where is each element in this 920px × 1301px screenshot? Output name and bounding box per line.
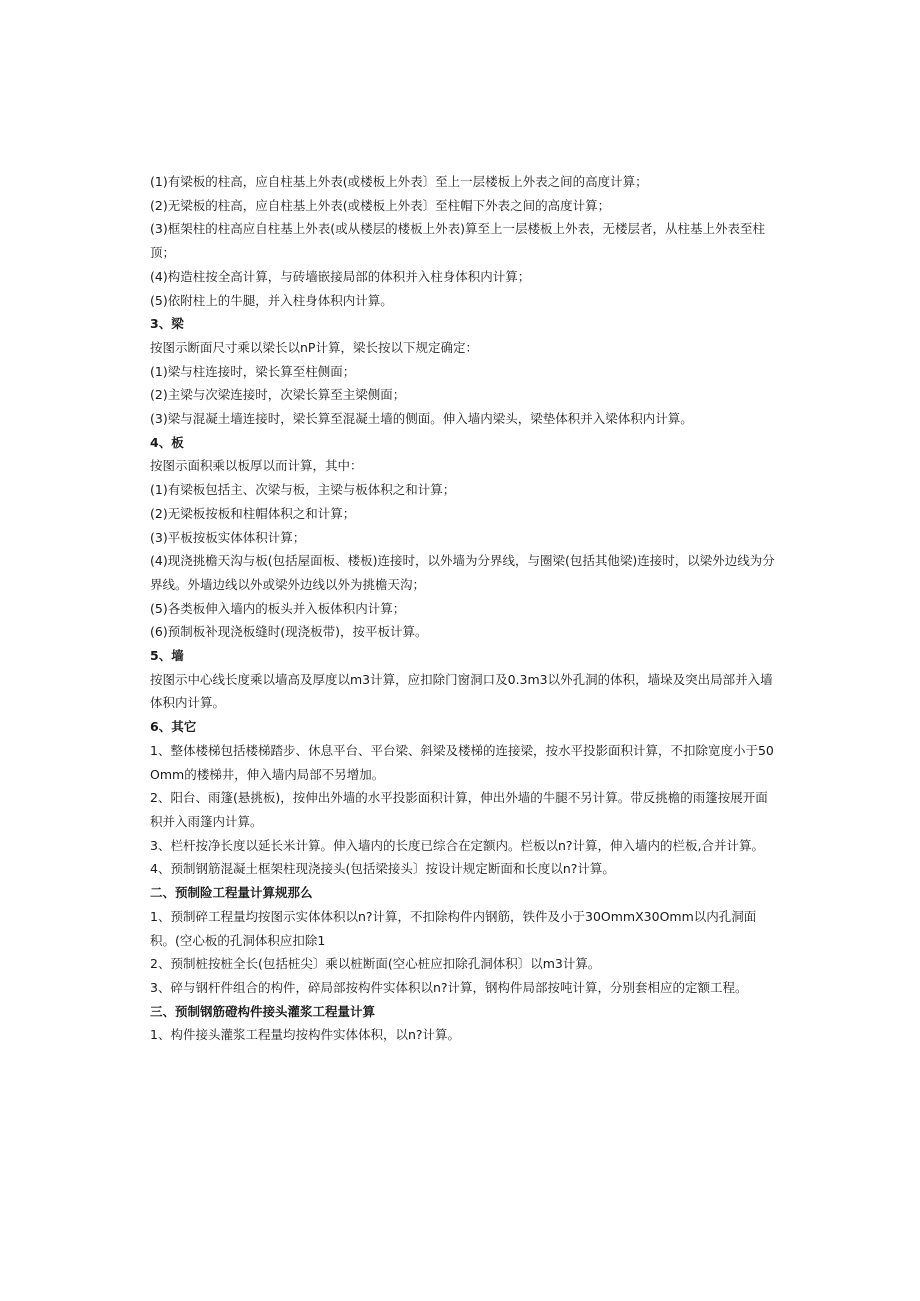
paragraph: (4)构造柱按全高计算，与砖墙嵌接局部的体积并入柱身体积内计算；: [150, 268, 531, 284]
section-heading: 二、预制险工程量计算规那么: [150, 885, 313, 901]
paragraph: (4)现浇挑檐天沟与板(包括屋面板、楼板)连接时，以外墙为分界线，与圈梁(包括其他梁)连接时，以梁外边线为分界线。外墙边线以外或梁外边线以外为挑檐天沟；: [150, 553, 775, 592]
paragraph: 3、碎与钢杆件组合的构件，碎局部按构件实体积以n?计算，钢构件局部按吨计算，分别套相应的定额工程。: [150, 979, 748, 995]
paragraph: (1)有梁板的柱高，应自柱基上外表(或楼板上外表〕至上一层楼板上外表之间的高度计算；: [150, 174, 648, 189]
paragraph: 按图示中心线长度乘以墙高及厚度以m3计算，应扣除门窗洞口及0.3m3以外孔洞的体积，墙垛及突出局部并入墙体积内计算。: [150, 671, 773, 711]
paragraph: 按图示断面尺寸乘以梁长以nP计算，梁长按以下规定确定：: [150, 339, 478, 355]
paragraph: 2、预制桩按桩全长(包括桩尖〕乘以桩断面(空心桩应扣除孔洞体积〕以m3计算。: [150, 956, 601, 972]
paragraph: (5)各类板伸入墙内的板头并入板体积内计算；: [150, 600, 406, 616]
paragraph: (1)有梁板包括主、次梁与板，主梁与板体积之和计算；: [150, 482, 456, 498]
paragraph: (3)框架柱的柱高应自柱基上外表(或从楼层的楼板上外表)算至上一层楼板上外表，无楼层者，从柱基上外表至柱顶；: [150, 221, 765, 261]
paragraph: (2)无梁板的柱高，应自柱基上外表(或楼板上外表〕至柱帽下外表之间的高度计算；: [150, 197, 611, 213]
paragraph: 按图示面积乘以板厚以而计算，其中：: [150, 458, 363, 474]
paragraph: (3)平板按板实体体积计算；: [150, 529, 306, 545]
paragraph: 1、构件接头灌浆工程量均按构件实体体积，以n?计算。: [150, 1027, 461, 1043]
paragraph: (6)预制板补现浇板缝时(现浇板带)，按平板计算。: [150, 624, 428, 640]
paragraph: (2)主梁与次梁连接时，次梁长算至主梁侧面；: [150, 387, 406, 403]
paragraph: 1、预制碎工程量均按图示实体体积以n?计算，不扣除构件内钢筋，铁件及小于30OmmX30Omm以内孔洞面积。(空心板的孔洞体积应扣除1: [150, 908, 757, 948]
section-heading: 6、其它: [150, 719, 197, 735]
paragraph: 4、预制钢筋混凝土框架柱现浇接头(包括梁接头〕按设计规定断面和长度以n?计算。: [150, 861, 615, 877]
document-body: [150, 170, 775, 1047]
section-heading: 5、墙: [150, 648, 184, 664]
section-heading: 4、板: [150, 434, 184, 450]
paragraph: (1)梁与柱连接时，梁长算至柱侧面；: [150, 363, 356, 379]
paragraph: (3)梁与混凝土墙连接时，梁长算至混凝土墙的侧面。伸入墙内梁头，梁垫体积并入梁体积内计算。: [150, 411, 693, 427]
paragraph: 3、栏杆按净长度以延长米计算。伸入墙内的长度已综合在定额内。栏板以n?计算，伸入墙内的栏板,合并计算。: [150, 837, 764, 853]
paragraph: 1、整体楼梯包括楼梯踏步、休息平台、平台梁、斜梁及楼梯的连接梁，按水平投影面积计算，不扣除宽度小于50Omm的楼梯井，伸入墙内局部不另增加。: [150, 742, 774, 782]
section-heading: 3、梁: [150, 316, 184, 332]
paragraph: 2、阳台、雨篷(悬挑板)，按伸出外墙的水平投影面积计算，伸出外墙的牛腿不另计算。带反挑檐的雨篷按展开面积并入雨篷内计算。: [150, 790, 768, 829]
paragraph: (5)依附柱上的牛腿，并入柱身体积内计算。: [150, 292, 393, 308]
paragraph: (2)无梁板按板和柱帽体积之和计算；: [150, 505, 356, 521]
section-heading: 三、预制钢筋磴构件接头灌浆工程量计算: [150, 1003, 376, 1019]
